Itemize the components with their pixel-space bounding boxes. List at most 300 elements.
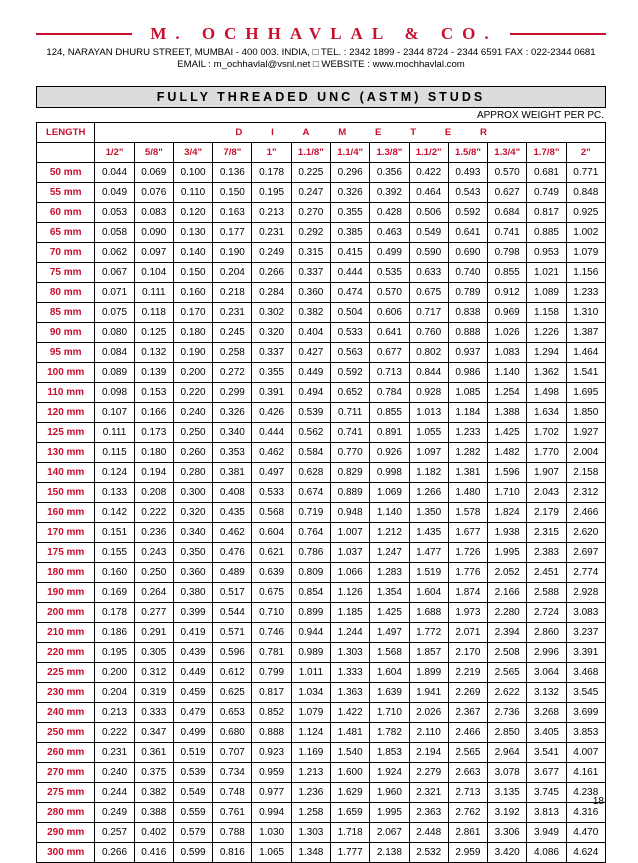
weight-cell: 0.243 xyxy=(134,543,173,563)
weight-cell: 2.052 xyxy=(488,563,527,583)
weight-cell: 0.402 xyxy=(134,823,173,843)
weight-cell: 0.180 xyxy=(134,443,173,463)
weight-cell: 0.885 xyxy=(527,223,566,243)
weight-cell: 0.320 xyxy=(173,503,212,523)
weight-cell: 0.305 xyxy=(134,643,173,663)
weight-cell: 0.347 xyxy=(134,723,173,743)
weight-cell: 0.302 xyxy=(252,303,291,323)
weight-cell: 1.026 xyxy=(488,323,527,343)
weight-cell: 4.007 xyxy=(566,743,605,763)
table-row xyxy=(37,683,606,703)
weight-cell: 0.592 xyxy=(448,203,487,223)
weight-cell: 0.284 xyxy=(252,283,291,303)
length-cell: 85 mm xyxy=(37,303,95,323)
length-cell: 275 mm xyxy=(37,783,95,803)
weight-cell: 0.579 xyxy=(173,823,212,843)
weight-cell: 0.163 xyxy=(213,203,252,223)
weight-cell: 3.306 xyxy=(488,823,527,843)
weight-cell: 2.071 xyxy=(448,623,487,643)
weight-cell: 4.161 xyxy=(566,763,605,783)
weight-cell: 1.303 xyxy=(291,823,330,843)
weight-cell: 0.937 xyxy=(448,343,487,363)
weight-cell: 1.007 xyxy=(331,523,370,543)
table-row xyxy=(37,183,606,203)
weight-cell: 0.391 xyxy=(252,383,291,403)
weight-cell: 0.848 xyxy=(566,183,605,203)
weight-cell: 0.097 xyxy=(134,243,173,263)
weight-cell: 0.497 xyxy=(252,463,291,483)
diameter-size-header: 1" xyxy=(252,143,291,163)
weight-cell: 0.549 xyxy=(409,223,448,243)
weight-cell: 1.226 xyxy=(527,323,566,343)
length-cell: 230 mm xyxy=(37,683,95,703)
table-row xyxy=(37,703,606,723)
weight-cell: 0.337 xyxy=(252,343,291,363)
weight-cell: 0.272 xyxy=(213,363,252,383)
weight-cell: 0.104 xyxy=(134,263,173,283)
table-row xyxy=(37,643,606,663)
weight-cell: 0.208 xyxy=(134,483,173,503)
weight-cell: 0.089 xyxy=(95,363,134,383)
diameter-letter: M xyxy=(338,127,347,138)
weight-cell: 2.394 xyxy=(488,623,527,643)
weight-cell: 1.718 xyxy=(331,823,370,843)
weight-cell: 2.622 xyxy=(488,683,527,703)
weight-cell: 2.959 xyxy=(448,843,487,863)
weight-cell: 0.435 xyxy=(213,503,252,523)
weight-cell: 0.798 xyxy=(488,243,527,263)
weight-cell: 0.173 xyxy=(134,423,173,443)
weight-cell: 1.995 xyxy=(370,803,409,823)
length-cell: 50 mm xyxy=(37,163,95,183)
diameter-size-header: 1.5/8" xyxy=(448,143,487,163)
diameter-header xyxy=(95,123,606,143)
table-row xyxy=(37,203,606,223)
weight-cell: 0.353 xyxy=(213,443,252,463)
weight-cell: 2.508 xyxy=(488,643,527,663)
weight-cell: 0.382 xyxy=(291,303,330,323)
weight-cell: 0.464 xyxy=(409,183,448,203)
blank-header-cell xyxy=(37,143,95,163)
weight-cell: 1.333 xyxy=(331,663,370,683)
weight-cell: 1.079 xyxy=(566,243,605,263)
weight-cell: 0.100 xyxy=(173,163,212,183)
weight-cell: 0.312 xyxy=(134,663,173,683)
weight-cell: 0.639 xyxy=(252,563,291,583)
weight-cell: 3.268 xyxy=(527,703,566,723)
weight-cell: 4.086 xyxy=(527,843,566,863)
weight-cell: 0.449 xyxy=(173,663,212,683)
weight-cell: 0.741 xyxy=(488,223,527,243)
weight-cell: 1.294 xyxy=(527,343,566,363)
weight-cell: 0.090 xyxy=(134,223,173,243)
weight-cell: 0.177 xyxy=(213,223,252,243)
weight-cell: 0.427 xyxy=(291,343,330,363)
weight-cell: 0.562 xyxy=(291,423,330,443)
table-row xyxy=(37,263,606,283)
weight-cell: 0.360 xyxy=(291,283,330,303)
table-row xyxy=(37,283,606,303)
table-row xyxy=(37,483,606,503)
weight-cell: 1.425 xyxy=(488,423,527,443)
weight-cell: 1.089 xyxy=(527,283,566,303)
length-cell: 180 mm xyxy=(37,563,95,583)
weight-cell: 0.416 xyxy=(134,843,173,863)
weight-cell: 2.315 xyxy=(527,523,566,543)
weight-cell: 1.425 xyxy=(370,603,409,623)
weight-cell: 0.213 xyxy=(95,703,134,723)
weight-cell: 0.802 xyxy=(409,343,448,363)
weight-cell: 1.995 xyxy=(488,543,527,563)
weight-cell: 0.543 xyxy=(448,183,487,203)
length-cell: 290 mm xyxy=(37,823,95,843)
table-row xyxy=(37,583,606,603)
weight-cell: 0.194 xyxy=(134,463,173,483)
weight-cell: 0.760 xyxy=(409,323,448,343)
weight-cell: 2.850 xyxy=(488,723,527,743)
diameter-letter: R xyxy=(480,127,487,138)
weight-cell: 1.938 xyxy=(488,523,527,543)
weight-cell: 1.973 xyxy=(448,603,487,623)
length-cell: 80 mm xyxy=(37,283,95,303)
weight-cell: 1.857 xyxy=(409,643,448,663)
weight-cell: 0.592 xyxy=(331,363,370,383)
weight-cell: 0.053 xyxy=(95,203,134,223)
weight-cell: 0.596 xyxy=(213,643,252,663)
weight-cell: 0.474 xyxy=(331,283,370,303)
weight-cell: 0.829 xyxy=(331,463,370,483)
weight-cell: 2.964 xyxy=(488,743,527,763)
weight-cell: 4.316 xyxy=(566,803,605,823)
weight-cell: 1.600 xyxy=(331,763,370,783)
weight-cell: 1.464 xyxy=(566,343,605,363)
weight-cell: 0.786 xyxy=(291,543,330,563)
weight-cell: 0.604 xyxy=(252,523,291,543)
weight-cell: 3.132 xyxy=(527,683,566,703)
length-cell: 240 mm xyxy=(37,703,95,723)
weight-cell: 1.350 xyxy=(409,503,448,523)
weight-cell: 1.079 xyxy=(291,703,330,723)
weight-cell: 0.080 xyxy=(95,323,134,343)
weight-cell: 1.782 xyxy=(370,723,409,743)
weight-cell: 0.462 xyxy=(252,443,291,463)
weight-cell: 0.166 xyxy=(134,403,173,423)
weight-cell: 0.408 xyxy=(213,483,252,503)
weight-cell: 1.363 xyxy=(331,683,370,703)
weight-cell: 0.535 xyxy=(370,263,409,283)
weight-cell: 1.604 xyxy=(409,583,448,603)
weight-cell: 0.195 xyxy=(252,183,291,203)
weight-cell: 0.388 xyxy=(134,803,173,823)
weight-cell: 1.960 xyxy=(370,783,409,803)
weight-cell: 4.624 xyxy=(566,843,605,863)
weight-cell: 1.482 xyxy=(488,443,527,463)
weight-cell: 0.675 xyxy=(409,283,448,303)
weight-cell: 0.816 xyxy=(213,843,252,863)
length-cell: 140 mm xyxy=(37,463,95,483)
weight-cell: 0.599 xyxy=(173,843,212,863)
weight-cell: 2.466 xyxy=(566,503,605,523)
weight-cell: 2.861 xyxy=(448,823,487,843)
length-cell: 120 mm xyxy=(37,403,95,423)
table-row xyxy=(37,523,606,543)
table-row xyxy=(37,723,606,743)
weight-cell: 1.244 xyxy=(331,623,370,643)
weight-cell: 0.719 xyxy=(291,503,330,523)
weight-cell: 0.680 xyxy=(213,723,252,743)
table-row xyxy=(37,223,606,243)
weight-cell: 2.138 xyxy=(370,843,409,863)
length-cell: 110 mm xyxy=(37,383,95,403)
weight-cell: 0.178 xyxy=(95,603,134,623)
weight-cell: 3.745 xyxy=(527,783,566,803)
weight-cell: 0.200 xyxy=(95,663,134,683)
weight-cell: 1.639 xyxy=(370,683,409,703)
weight-cell: 2.004 xyxy=(566,443,605,463)
weight-cell: 0.319 xyxy=(134,683,173,703)
weight-cell: 0.355 xyxy=(331,203,370,223)
weight-cell: 0.888 xyxy=(252,723,291,743)
weight-cell: 0.652 xyxy=(331,383,370,403)
weight-cell: 0.107 xyxy=(95,403,134,423)
weight-cell: 2.762 xyxy=(448,803,487,823)
weight-cell: 0.928 xyxy=(409,383,448,403)
weight-cell: 1.266 xyxy=(409,483,448,503)
weight-cell: 1.541 xyxy=(566,363,605,383)
weight-cell: 0.419 xyxy=(173,623,212,643)
weight-cell: 2.860 xyxy=(527,623,566,643)
weight-cell: 1.069 xyxy=(370,483,409,503)
weight-cell: 0.428 xyxy=(370,203,409,223)
weight-cell: 0.049 xyxy=(95,183,134,203)
weight-cell: 2.170 xyxy=(448,643,487,663)
weight-cell: 0.153 xyxy=(134,383,173,403)
weight-cell: 1.659 xyxy=(331,803,370,823)
weight-cell: 0.439 xyxy=(173,643,212,663)
page-number: 18 xyxy=(592,796,604,807)
length-cell: 65 mm xyxy=(37,223,95,243)
weight-cell: 0.584 xyxy=(291,443,330,463)
diameter-letter: E xyxy=(444,127,452,138)
weight-cell: 1.695 xyxy=(566,383,605,403)
weight-cell: 1.634 xyxy=(527,403,566,423)
weight-cell: 0.563 xyxy=(331,343,370,363)
weight-cell: 3.420 xyxy=(488,843,527,863)
weight-cell: 2.194 xyxy=(409,743,448,763)
weight-cell: 0.925 xyxy=(566,203,605,223)
weight-cell: 0.150 xyxy=(213,183,252,203)
weight-cell: 0.809 xyxy=(291,563,330,583)
weight-cell: 0.717 xyxy=(409,303,448,323)
weight-cell: 1.629 xyxy=(331,783,370,803)
weight-cell: 0.249 xyxy=(252,243,291,263)
weight-cell: 3.405 xyxy=(527,723,566,743)
weight-cell: 0.044 xyxy=(95,163,134,183)
weight-cell: 0.150 xyxy=(173,263,212,283)
weight-cell: 1.381 xyxy=(448,463,487,483)
weight-cell: 2.565 xyxy=(488,663,527,683)
weight-cell: 2.043 xyxy=(527,483,566,503)
weight-cell: 0.852 xyxy=(252,703,291,723)
weight-cell: 1.083 xyxy=(488,343,527,363)
table-row xyxy=(37,803,606,823)
weight-cell: 0.130 xyxy=(173,223,212,243)
weight-cell: 1.853 xyxy=(370,743,409,763)
weight-cell: 0.633 xyxy=(409,263,448,283)
weight-cell: 0.190 xyxy=(173,343,212,363)
table-row xyxy=(37,503,606,523)
diameter-size-header: 3/4" xyxy=(173,143,212,163)
diameter-size-header: 7/8" xyxy=(213,143,252,163)
weight-cell: 0.707 xyxy=(213,743,252,763)
weight-cell: 0.277 xyxy=(134,603,173,623)
stud-weight-table xyxy=(36,122,606,863)
table-row xyxy=(37,323,606,343)
table-row xyxy=(37,563,606,583)
weight-cell: 0.200 xyxy=(173,363,212,383)
length-cell: 55 mm xyxy=(37,183,95,203)
table-row xyxy=(37,763,606,783)
weight-cell: 2.158 xyxy=(566,463,605,483)
weight-cell: 0.169 xyxy=(95,583,134,603)
weight-cell: 0.220 xyxy=(173,383,212,403)
weight-cell: 0.571 xyxy=(213,623,252,643)
diameter-letter: A xyxy=(302,127,310,138)
weight-cell: 1.254 xyxy=(488,383,527,403)
table-row xyxy=(37,743,606,763)
diameter-letter: D xyxy=(235,127,243,138)
weight-cell: 0.463 xyxy=(370,223,409,243)
weight-cell: 1.030 xyxy=(252,823,291,843)
weight-cell: 2.928 xyxy=(566,583,605,603)
weight-cell: 0.299 xyxy=(213,383,252,403)
weight-cell: 0.784 xyxy=(370,383,409,403)
weight-cell: 0.948 xyxy=(331,503,370,523)
weight-cell: 0.612 xyxy=(213,663,252,683)
weight-cell: 1.435 xyxy=(409,523,448,543)
weight-cell: 0.337 xyxy=(291,263,330,283)
weight-cell: 2.448 xyxy=(409,823,448,843)
weight-cell: 0.257 xyxy=(95,823,134,843)
weight-cell: 0.340 xyxy=(173,523,212,543)
weight-cell: 0.533 xyxy=(331,323,370,343)
length-cell: 220 mm xyxy=(37,643,95,663)
weight-cell: 0.493 xyxy=(448,163,487,183)
weight-cell: 1.247 xyxy=(370,543,409,563)
weight-cell: 0.625 xyxy=(213,683,252,703)
weight-cell: 0.249 xyxy=(95,803,134,823)
weight-cell: 0.240 xyxy=(173,403,212,423)
table-row xyxy=(37,163,606,183)
weight-cell: 0.838 xyxy=(448,303,487,323)
weight-cell: 2.026 xyxy=(409,703,448,723)
weight-cell: 1.236 xyxy=(291,783,330,803)
weight-cell: 0.817 xyxy=(252,683,291,703)
weight-cell: 2.663 xyxy=(448,763,487,783)
diameter-letter: I xyxy=(271,127,274,138)
weight-cell: 3.545 xyxy=(566,683,605,703)
weight-cell: 0.944 xyxy=(291,623,330,643)
weight-cell: 0.120 xyxy=(173,203,212,223)
weight-cell: 0.459 xyxy=(173,683,212,703)
weight-cell: 0.266 xyxy=(252,263,291,283)
table-row xyxy=(37,383,606,403)
weight-cell: 0.361 xyxy=(134,743,173,763)
weight-cell: 0.415 xyxy=(331,243,370,263)
weight-cell: 0.681 xyxy=(527,163,566,183)
weight-cell: 0.855 xyxy=(488,263,527,283)
weight-cell: 1.604 xyxy=(370,663,409,683)
weight-cell: 1.388 xyxy=(488,403,527,423)
weight-cell: 2.383 xyxy=(527,543,566,563)
length-cell: 280 mm xyxy=(37,803,95,823)
weight-cell: 0.675 xyxy=(252,583,291,603)
length-cell: 170 mm xyxy=(37,523,95,543)
weight-cell: 0.449 xyxy=(291,363,330,383)
weight-cell: 1.498 xyxy=(527,383,566,403)
weight-cell: 0.231 xyxy=(95,743,134,763)
weight-cell: 0.888 xyxy=(448,323,487,343)
weight-cell: 2.620 xyxy=(566,523,605,543)
weight-cell: 0.250 xyxy=(134,563,173,583)
weight-cell: 1.066 xyxy=(331,563,370,583)
length-cell: 100 mm xyxy=(37,363,95,383)
right-rule xyxy=(510,33,606,35)
weight-cell: 1.770 xyxy=(527,443,566,463)
weight-cell: 0.749 xyxy=(527,183,566,203)
weight-cell: 0.711 xyxy=(331,403,370,423)
weight-cell: 3.853 xyxy=(566,723,605,743)
weight-cell: 0.653 xyxy=(213,703,252,723)
weight-cell: 2.067 xyxy=(370,823,409,843)
table-row xyxy=(37,243,606,263)
weight-cell: 0.844 xyxy=(409,363,448,383)
weight-cell: 1.140 xyxy=(488,363,527,383)
weight-cell: 0.426 xyxy=(252,403,291,423)
weight-cell: 0.764 xyxy=(291,523,330,543)
diameter-letter: E xyxy=(375,127,382,138)
weight-cell: 0.499 xyxy=(173,723,212,743)
weight-cell: 1.850 xyxy=(566,403,605,423)
weight-cell: 0.125 xyxy=(134,323,173,343)
length-cell: 125 mm xyxy=(37,423,95,443)
table-row xyxy=(37,543,606,563)
length-cell: 95 mm xyxy=(37,343,95,363)
weight-cell: 0.315 xyxy=(291,243,330,263)
weight-cell: 0.989 xyxy=(291,643,330,663)
weight-cell: 0.236 xyxy=(134,523,173,543)
length-cell: 250 mm xyxy=(37,723,95,743)
weight-cell: 0.559 xyxy=(173,803,212,823)
weight-cell: 0.674 xyxy=(291,483,330,503)
weight-cell: 4.470 xyxy=(566,823,605,843)
weight-cell: 1.710 xyxy=(370,703,409,723)
weight-cell: 1.169 xyxy=(291,743,330,763)
diameter-title-row xyxy=(37,123,606,143)
weight-cell: 0.789 xyxy=(448,283,487,303)
weight-cell: 1.233 xyxy=(566,283,605,303)
weight-cell: 1.899 xyxy=(409,663,448,683)
weight-cell: 0.296 xyxy=(331,163,370,183)
weight-cell: 0.244 xyxy=(95,783,134,803)
weight-cell: 1.387 xyxy=(566,323,605,343)
weight-cell: 0.375 xyxy=(134,763,173,783)
weight-cell: 0.118 xyxy=(134,303,173,323)
weight-cell: 0.245 xyxy=(213,323,252,343)
weight-cell: 0.098 xyxy=(95,383,134,403)
weight-cell: 2.565 xyxy=(448,743,487,763)
weight-cell: 0.326 xyxy=(213,403,252,423)
